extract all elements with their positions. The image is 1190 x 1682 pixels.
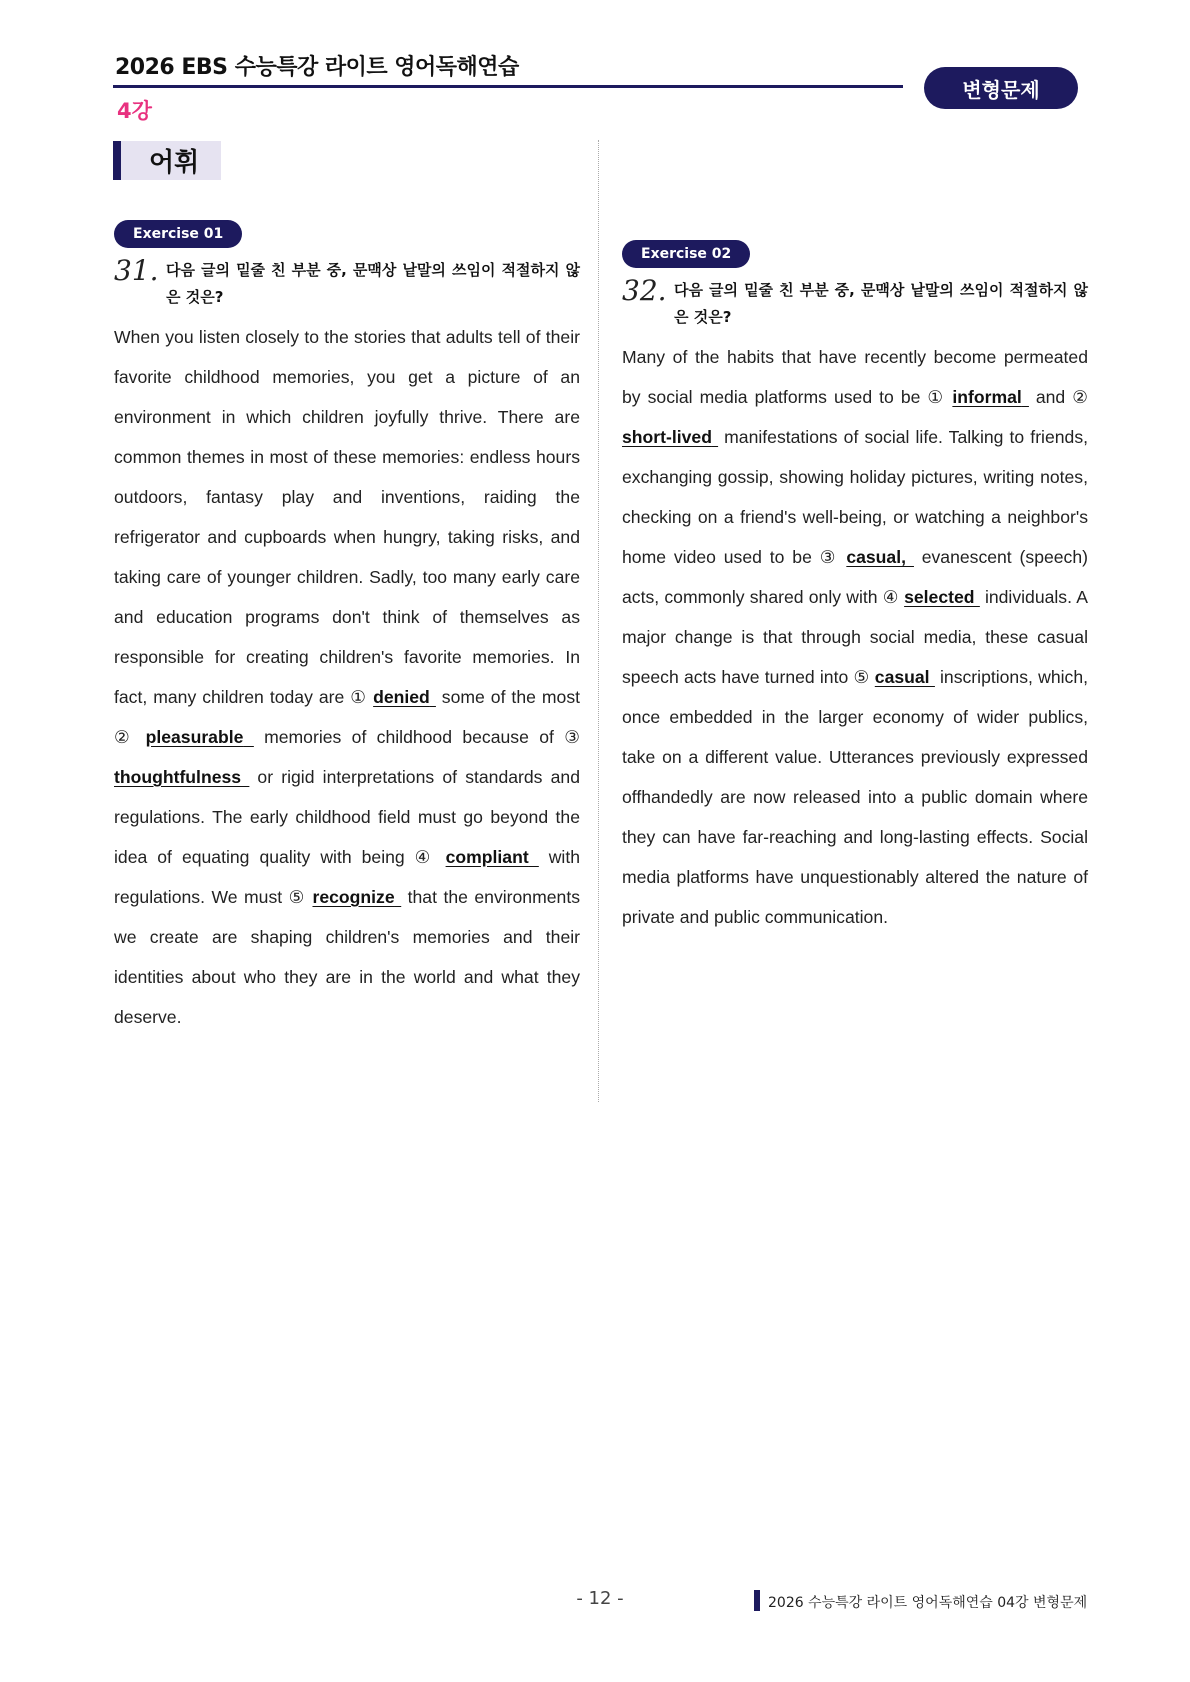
- section-title: 어휘: [149, 148, 200, 178]
- passage-segment: with regulations. We must ⑤: [114, 847, 580, 907]
- passage-segment: Many of the habits that have recently become permeated by social media platforms used to be ①: [622, 347, 1088, 407]
- page-number: - 12 -: [576, 1588, 624, 1609]
- exercise-02: [622, 240, 1088, 937]
- variant-badge: 변형문제: [924, 67, 1078, 109]
- passage-segment: that the environments we create are shaping children's memories and their identities about who they are in the world and what they deserve.: [114, 887, 581, 1027]
- exercise-01: [114, 220, 580, 1037]
- underlined-word: casual: [874, 667, 930, 687]
- underlined-word: denied: [373, 687, 430, 707]
- underlined-word: casual,: [846, 547, 906, 567]
- passage-segment: evanescent (speech) acts, commonly shared only with ④: [622, 547, 1089, 607]
- column-divider: [598, 140, 599, 1102]
- question-prompt: 다음 글의 밑줄 친 부분 중, 문맥상 낱말의 쓰임이 적절하지 않은 것은?: [166, 261, 580, 306]
- passage-text: [622, 337, 1088, 937]
- passage-segment: individuals. A major change is that through social media, these casual speech acts have turned into ⑤: [622, 587, 1088, 687]
- header-rule: [113, 85, 903, 88]
- passage-segment: memories of childhood because of ③: [253, 727, 580, 747]
- passage-segment: some of the most ②: [114, 687, 580, 747]
- underlined-word: informal: [952, 387, 1022, 407]
- underlined-word: thoughtfulness: [114, 767, 242, 787]
- footer-label: 2026 수능특강 라이트 영어독해연습 04강 변형문제: [768, 1595, 1088, 1611]
- underlined-word: selected: [904, 587, 975, 607]
- exercise-badge: Exercise 01: [114, 220, 242, 248]
- section-heading: [113, 141, 221, 180]
- exercise-badge: Exercise 02: [622, 240, 750, 268]
- passage-segment: or rigid interpretations of standards and regulations. The early childhood field must go beyond the idea of equating quality with being ④: [114, 767, 580, 867]
- passage-segment: inscriptions, which, once embedded in the larger economy of wider publics, take on a different value. Utterances previously expressed offhandedly are now released into a public domain where they can have far-reaching and long-lasting effects. Social media platforms have unquestionably altered the nature of private and public communication.: [622, 667, 1088, 927]
- question-row: [622, 276, 1088, 331]
- footer-accent-bar: [754, 1590, 760, 1611]
- underlined-word: compliant: [445, 847, 529, 867]
- question-number: 32.: [622, 274, 667, 307]
- passage-segment: When you listen closely to the stories that adults tell of their favorite childhood memories, you get a picture of an environment in which children joyfully thrive. There are common themes in most of these memories: endless hours outdoors, fantasy play and inventions, raiding the refrigerator and cupboards when hungry, taking risks, and taking care of younger children. Sadly, too many early care and education programs don't think of themselves as responsible for creating children's favorite memories. In fact, many children today are ①: [114, 327, 580, 707]
- underlined-word: short-lived: [622, 427, 712, 447]
- question-row: [114, 256, 580, 311]
- passage-text: [114, 317, 580, 1037]
- underlined-word: pleasurable: [145, 727, 244, 747]
- question-number: 31.: [114, 254, 159, 287]
- underlined-word: recognize: [312, 887, 395, 907]
- passage-segment: and ②: [1028, 387, 1088, 407]
- document-title: 2026 EBS 수능특강 라이트 영어독해연습: [115, 55, 519, 80]
- passage-segment: manifestations of social life. Talking to friends, exchanging gossip, showing holiday pictures, writing notes, checking on a friend's well-being, or watching a neighbor's home video used to be ③: [622, 427, 1089, 567]
- lesson-label: 4강: [117, 99, 152, 123]
- question-prompt: 다음 글의 밑줄 친 부분 중, 문맥상 낱말의 쓰임이 적절하지 않은 것은?: [674, 281, 1088, 326]
